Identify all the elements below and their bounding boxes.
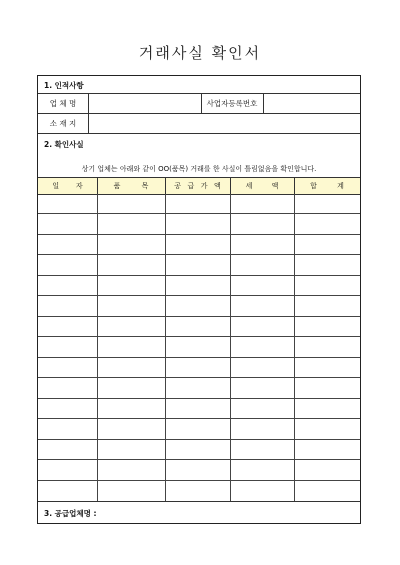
- table-cell[interactable]: [165, 419, 230, 438]
- table-cell[interactable]: [230, 317, 294, 336]
- table-cell[interactable]: [230, 481, 294, 501]
- table-cell[interactable]: [230, 460, 294, 479]
- transaction-table-body: [38, 194, 360, 501]
- table-cell[interactable]: [294, 481, 360, 501]
- table-row: [38, 460, 360, 480]
- table-cell[interactable]: [38, 255, 97, 274]
- table-cell[interactable]: [165, 214, 230, 233]
- table-cell[interactable]: [294, 214, 360, 233]
- table-row: [38, 276, 360, 296]
- table-cell[interactable]: [294, 440, 360, 459]
- table-cell[interactable]: [294, 399, 360, 418]
- table-cell[interactable]: [294, 358, 360, 377]
- table-row: [38, 399, 360, 419]
- table-cell[interactable]: [97, 255, 165, 274]
- table-cell[interactable]: [230, 235, 294, 254]
- confirmation-form: [37, 75, 361, 524]
- table-cell[interactable]: [294, 317, 360, 336]
- column-header-item: 품 목: [113, 182, 149, 190]
- table-cell[interactable]: [165, 399, 230, 418]
- table-cell[interactable]: [165, 235, 230, 254]
- table-cell[interactable]: [230, 358, 294, 377]
- divider: [38, 177, 360, 178]
- table-cell[interactable]: [230, 440, 294, 459]
- column-header-tax: 세 액: [245, 182, 279, 190]
- table-cell[interactable]: [97, 337, 165, 356]
- section1-heading: 1. 인적사항: [44, 81, 84, 90]
- table-row: [38, 317, 360, 337]
- table-cell[interactable]: [294, 235, 360, 254]
- table-cell[interactable]: [38, 337, 97, 356]
- table-cell[interactable]: [294, 194, 360, 213]
- column-header-supply-amount: 공 급 가 액: [174, 182, 221, 190]
- table-cell[interactable]: [165, 276, 230, 295]
- table-cell[interactable]: [38, 194, 97, 213]
- table-cell[interactable]: [38, 419, 97, 438]
- table-cell[interactable]: [97, 296, 165, 315]
- table-cell[interactable]: [294, 378, 360, 397]
- table-cell[interactable]: [230, 214, 294, 233]
- table-cell[interactable]: [97, 481, 165, 501]
- table-cell[interactable]: [294, 276, 360, 295]
- table-row: [38, 481, 360, 501]
- divider: [38, 501, 360, 502]
- table-cell[interactable]: [230, 255, 294, 274]
- table-cell[interactable]: [294, 296, 360, 315]
- table-cell[interactable]: [294, 419, 360, 438]
- table-cell[interactable]: [38, 235, 97, 254]
- table-cell[interactable]: [97, 194, 165, 213]
- table-cell[interactable]: [97, 460, 165, 479]
- table-cell[interactable]: [165, 378, 230, 397]
- table-cell[interactable]: [97, 317, 165, 336]
- table-cell[interactable]: [230, 194, 294, 213]
- business-number-field[interactable]: [264, 94, 359, 112]
- table-cell[interactable]: [230, 419, 294, 438]
- table-header: [38, 178, 360, 194]
- table-cell[interactable]: [230, 399, 294, 418]
- table-row: [38, 214, 360, 234]
- table-cell[interactable]: [97, 419, 165, 438]
- supplier-name-field[interactable]: [110, 504, 358, 522]
- table-cell[interactable]: [165, 296, 230, 315]
- table-cell[interactable]: [230, 276, 294, 295]
- table-cell[interactable]: [38, 399, 97, 418]
- table-cell[interactable]: [97, 378, 165, 397]
- column-header-total: 합 계: [310, 182, 344, 190]
- document-title: 거래사실 확인서: [138, 44, 262, 62]
- table-cell[interactable]: [294, 255, 360, 274]
- table-row: [38, 440, 360, 460]
- confirmation-statement: 상기 업체는 아래와 같이 OO(품목) 거래를 한 사실이 틀림없음을 확인합니다.: [81, 165, 317, 173]
- table-row: [38, 296, 360, 316]
- table-cell[interactable]: [230, 296, 294, 315]
- table-cell[interactable]: [38, 214, 97, 233]
- table-cell[interactable]: [165, 194, 230, 213]
- table-cell[interactable]: [38, 296, 97, 315]
- address-label: 소 재 지: [49, 118, 77, 128]
- table-cell[interactable]: [165, 317, 230, 336]
- table-row: [38, 235, 360, 255]
- table-cell[interactable]: [97, 235, 165, 254]
- table-cell[interactable]: [38, 276, 97, 295]
- table-row: [38, 419, 360, 439]
- table-cell[interactable]: [97, 214, 165, 233]
- table-cell[interactable]: [38, 460, 97, 479]
- divider: [38, 133, 360, 134]
- table-cell[interactable]: [230, 337, 294, 356]
- table-cell[interactable]: [97, 399, 165, 418]
- table-cell[interactable]: [97, 358, 165, 377]
- table-row: [38, 194, 360, 214]
- table-row: [38, 358, 360, 378]
- table-cell[interactable]: [38, 481, 97, 501]
- table-cell[interactable]: [165, 337, 230, 356]
- table-cell[interactable]: [230, 378, 294, 397]
- table-cell[interactable]: [165, 358, 230, 377]
- supplier-name-label: 3. 공급업체명 :: [44, 509, 97, 518]
- table-row: [38, 255, 360, 275]
- table-cell[interactable]: [38, 317, 97, 336]
- business-number-label: 사업자등록번호: [206, 98, 258, 108]
- table-cell[interactable]: [97, 276, 165, 295]
- table-cell[interactable]: [165, 255, 230, 274]
- table-cell[interactable]: [294, 460, 360, 479]
- divider: [165, 177, 166, 194]
- divider: [97, 177, 98, 194]
- table-cell[interactable]: [38, 440, 97, 459]
- section2-heading: 2. 확인사실: [44, 140, 84, 149]
- table-cell[interactable]: [38, 358, 97, 377]
- table-cell[interactable]: [165, 440, 230, 459]
- company-name-field[interactable]: [89, 94, 200, 112]
- table-cell[interactable]: [38, 378, 97, 397]
- table-row: [38, 378, 360, 398]
- table-cell[interactable]: [294, 337, 360, 356]
- table-cell[interactable]: [165, 481, 230, 501]
- table-row: [38, 337, 360, 357]
- address-field[interactable]: [89, 114, 359, 132]
- table-cell[interactable]: [97, 440, 165, 459]
- divider: [230, 177, 231, 194]
- company-name-label: 업 체 명: [49, 98, 77, 108]
- table-cell[interactable]: [165, 460, 230, 479]
- column-header-date: 일 자: [52, 182, 83, 190]
- divider: [294, 177, 295, 194]
